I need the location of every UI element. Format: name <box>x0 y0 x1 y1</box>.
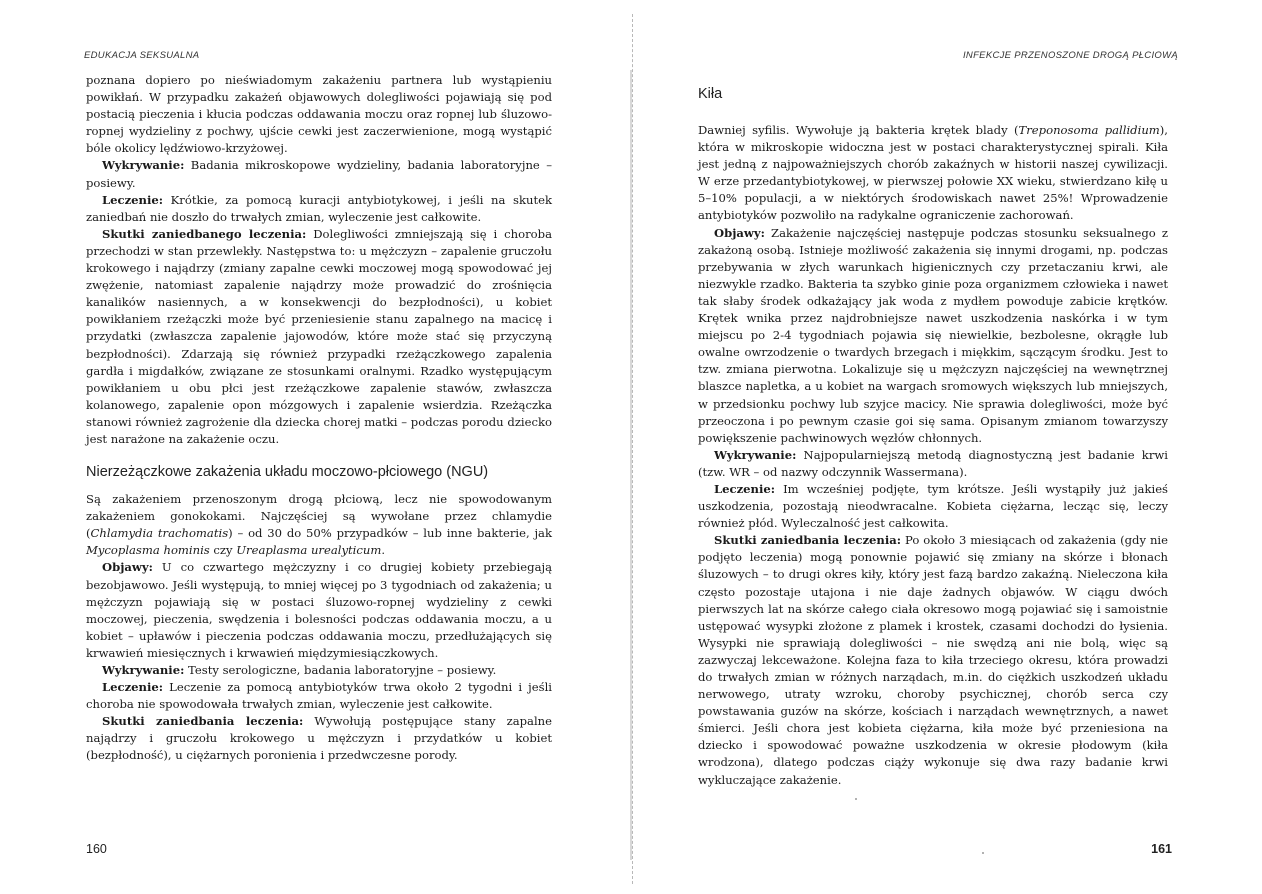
paragraph-neglect: Skutki zaniedbanego leczenia: Dolegliwości zmniejszają się i choroba przechodzi w stan przewlekły. Następstwa to: u mężczyzn – zapalenie gruczołu krokowego i najądrzy (zmiany zapalne cewki moczowej mogą spowodować jej zwężenie, natomiast zapalenie najądrzy może prowadzić do zrośnięcia kanalików nasiennych, a w konsekwencji do bezpłodności), u kobiet powikłaniem rzeżączki może być przeniesienie stanu zapalnego na macicę i przydatki (zwłaszcza zapalenie jajowodów, które może stać się przyczyną bezpłodności). Zdarzają się również przypadki rzeżączkowego zapalenia gardła i migdałków, związane ze stosunkami oralnymi. Rzadko występującym powikłaniem u obu płci jest rzeżączkowe zapalenie stawów, zwłaszcza kolanowego, zapalenie opon mózgowych i zapalenie wsierdzia. Rzeżączka stanowi również zagrożenie dla dziecka chorej matki – podczas porodu dziecko jest narażone na zakażenie oczu. <box>86 226 552 446</box>
paragraph-ngu-symptoms: Objawy: U co czwartego mężczyzny i co drugiej kobiety przebiegają bezobjawowo. Jeśli występują, to mniej więcej po 3 tygodniach od zakażenia; u mężczyzn pojawiają się w postaci śluzowo-ropnej wydzieliny z cewki moczowej, pieczenia, swędzenia i bolesności podczas oddawania moczu, a u kobiet – upławów i pieczenia podczas oddawania moczu, przedłużających się krwawień miesięcznych i krwawień międzymiesiączkowych. <box>86 560 552 660</box>
right-page <box>632 0 1262 894</box>
paragraph-ngu-treatment: Leczenie: Leczenie za pomocą antybiotyków trwa około 2 tygodni i jeśli choroba nie spowodowała trwałych zmian, wyleczenie jest całkowite. <box>86 680 552 712</box>
scan-speck <box>855 798 857 800</box>
running-head-right: INFEKCJE PRZENOSZONE DROGĄ PŁCIOWĄ <box>962 50 1178 61</box>
section-title-kila: Kiła <box>698 86 723 102</box>
right-body-text <box>698 72 1168 789</box>
page-number-right: 161 <box>1151 842 1172 856</box>
running-head-left: EDUKACJA SEKSUALNA <box>84 50 200 61</box>
section-title-ngu: Nierzeżączkowe zakażenia układu moczowo-płciowego (NGU) <box>86 464 489 481</box>
paragraph-kila-detection: Wykrywanie: Najpopularniejszą metodą diagnostyczną jest badanie krwi (tzw. WR – od nazwy odczynnik Wassermana). <box>698 447 1168 479</box>
paragraph-ngu-detection: Wykrywanie: Testy serologiczne, badania laboratoryjne – posiewy. <box>102 663 497 677</box>
paragraph-kila-intro: Dawniej syfilis. Wywołuje ją bakteria krętek blady (Treponosoma pallidium), która w mikroskopie widoczna jest w postaci charakterystycznej spirali. Kiła jest jedną z najpoważniejszych chorób zakaźnych w historii naszej cywilizacji. W erze przedantybiotykowej, w pierwszej połowie XX wieku, stwierdzano kiłę u 5–10% populacji, a w niektórych środowiskach nawet 25%! Wprowadzenie antybiotyków pozwoliło na radykalne ograniczenie zachorowań. <box>698 123 1168 223</box>
paragraph-detection: Wykrywanie: Badania mikroskopowe wydzieliny, badania laboratoryjne – posiewy. <box>86 158 552 190</box>
scan-speck <box>982 852 984 854</box>
paragraph-continuation: poznana dopiero po nieświadomym zakażeniu partnera lub wystąpieniu powikłań. W przypadku zakażeń objawowych dolegliwości pojawiają się pod postacią pieczenia i kłucia podczas oddawania moczu oraz ropnej lub śluzowo-ropnej wydzieliny z pochwy, ujście cewki jest zaczerwienione, mogą wystąpić bóle okolicy lędźwiowo-krzyżowej. <box>86 73 552 156</box>
left-body-text <box>86 72 552 765</box>
paragraph-kila-treatment: Leczenie: Im wcześniej podjęte, tym krótsze. Jeśli wystąpiły już jakieś uszkodzenia, pozostają nieodwracalne. Kobieta ciężarna, lecząc się, leczy również płód. Wyleczalność jest całkowita. <box>698 481 1168 531</box>
page-number-left: 160 <box>86 842 107 856</box>
paragraph-ngu-intro: Są zakażeniem przenoszonym drogą płciową, lecz nie spowodowanym zakażeniem gonokokami. Najczęściej są wywołane przez chlamydie (Chlamydia trachomatis) – od 30 do 50% przypadków – lub inne bakterie, jak Mycoplasma hominis czy Ureaplasma urealyticum. <box>86 492 552 558</box>
paragraph-kila-neglect: Skutki zaniedbania leczenia: Po około 3 miesiącach od zakażenia (gdy nie podjęto leczenia) mogą ponownie pojawić się zmiany na skórze i błonach śluzowych – to drugi okres kiły, który jest fazą bardzo zakaźną. Nieleczona kiła często pozostaje utajona i nie daje żadnych objawów. W ciągu dwóch pierwszych lat na skórze całego ciała okresowo mogą pojawiać się i samoistnie ustępować wysypki złożone z plamek i krostek, czasami dochodzi do łysienia. Wysypki nie sprawiają dolegliwości – nie swędzą ani nie bolą, więc są zazwyczaj lekceważone. Kolejna faza to kiła trzeciego okresu, która prowadzi do trwałych zmian w różnych narządach, m.in. do ciężkich uszkodzeń układu nerwowego, utraty wzroku, choroby psychicznej, chorób serca czy powstawania guzów na skórze, kościach i narządach wewnętrznych, a nawet śmierci. Jeśli chora jest kobieta ciężarna, kiła może być przeniesiona na dziecko i spowodować poważne uszkodzenia w okresie płodowym (kiła wrodzona), dlatego podczas ciąży wykonuje się dwa razy badanie krwi wykluczające zakażenie. <box>698 533 1168 787</box>
paragraph-treatment: Leczenie: Krótkie, za pomocą kuracji antybiotykowej, i jeśli na skutek zaniedbań nie doszło do trwałych zmian, wyleczenie jest całkowite. <box>86 192 552 224</box>
paragraph-ngu-neglect: Skutki zaniedbania leczenia: Wywołują postępujące stany zapalne najądrzy i gruczołu krokowego u mężczyzn i przydatków u kobiet (bezpłodność), u ciężarnych poronienia i przedwczesne porody. <box>86 714 552 763</box>
paragraph-kila-symptoms: Objawy: Zakażenie najczęściej następuje podczas stosunku seksualnego z zakażoną osobą. Istnieje możliwość zakażenia się innymi drogami, np. podczas przebywania w złych warunkach higienicznych czy przetaczaniu krwi, ale niezwykle rzadko. Bakteria ta szybko ginie poza organizmem człowieka i nawet tak słaby środek odkażający jak woda z mydłem powoduje zabicie krętków. Krętek wnika przez najdrobniejsze nawet uszkodzenia naskórka i w tym miejscu po 2-4 tygodniach pojawia się niewielkie, bezbolesne, okrągłe lub owalne owrzodzenie o twardych brzegach i miękkim, sączącym środku. Jest to tzw. zmiana pierwotna. Lokalizuje się u mężczyzn najczęściej na wewnętrznej blaszce napletka, a u kobiet na wargach sromowych większych lub mniejszych, w przedsionku pochwy lub szyjce macicy. Nie sprawia dolegliwości, może być przeoczona i po pewnym czasie goi się sama. Opisanym zmianom towarzyszy powiększenie pachwinowych węzłów chłonnych. <box>698 225 1168 445</box>
